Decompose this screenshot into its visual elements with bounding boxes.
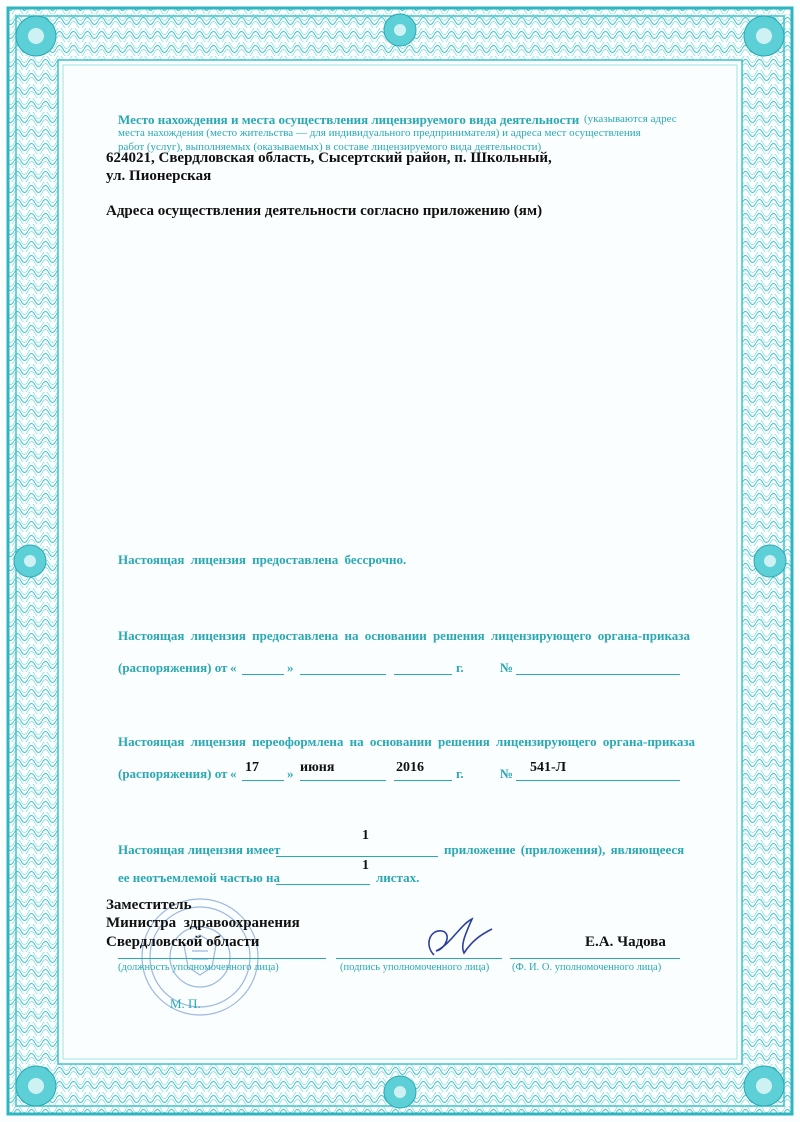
header-title: Место нахождения и места осуществления лицензируемого вида деятельности [118, 112, 580, 127]
address-line-2: ул. Пионерская [106, 168, 212, 184]
granted-number-sign: № [500, 660, 514, 675]
reissued-month-line [300, 780, 386, 781]
granted-day-line [242, 674, 284, 675]
appendix-count-line [276, 856, 438, 857]
header-note-3: работ (услуг), выполняемых (оказываемых) в составе лицензируемого вида деятельности) [118, 141, 542, 153]
reissued-prefix: (распоряжения) от [118, 766, 228, 781]
address-line-1: 624021, Свердловская область, Сысертский район, п. Школьный, [106, 150, 552, 166]
signatory-line-1: Заместитель [106, 897, 192, 913]
position-line [118, 958, 326, 959]
position-caption: (должность уполномоченного лица) [118, 962, 279, 973]
header-note-1: (указываются адрес [584, 113, 677, 125]
reissued-line-1: Настоящая лицензия переоформлена на основании решения лицензирующего органа-приказа [118, 734, 696, 749]
granted-year-line [394, 674, 452, 675]
granted-year-suffix: г. [456, 660, 464, 675]
header-note-2: места нахождения (место жительства — для индивидуального предпринимателя) и адреса мест осуществления [118, 127, 641, 139]
granted-prefix: (распоряжения) от [118, 660, 228, 675]
term-text: Настоящая лицензия предоставлена бессрочно. [118, 552, 407, 567]
reissued-year-line [394, 780, 452, 781]
reissued-number-sign: № [500, 766, 514, 781]
appendix-prefix: Настоящая лицензия имеет [118, 842, 281, 857]
appendix-sheets-line [276, 884, 370, 885]
appendix-sheets: 1 [362, 858, 369, 873]
appendix-sheets-suffix: листах. [376, 870, 420, 885]
address-line-3: Адреса осуществления деятельности согласно приложению (ям) [106, 203, 543, 219]
signature-line [336, 958, 502, 959]
granted-quote-close: » [287, 660, 294, 675]
fio-line [510, 958, 680, 959]
signatory-name: Е.А. Чадова [585, 934, 666, 950]
granted-month-line [300, 674, 386, 675]
reissued-month: июня [300, 760, 335, 775]
appendix-suffix: приложение (приложения), являющееся [444, 842, 685, 857]
mp-caption: М. П. [170, 996, 201, 1011]
reissued-quote-open: « [230, 766, 237, 781]
reissued-number: 541-Л [530, 760, 567, 775]
reissued-year-suffix: г. [456, 766, 464, 781]
reissued-quote-close: » [287, 766, 294, 781]
granted-quote-open: « [230, 660, 237, 675]
signatory-line-2: Министра здравоохранения [106, 915, 300, 931]
fio-caption: (Ф. И. О. уполномоченного лица) [512, 962, 662, 973]
reissued-year: 2016 [396, 760, 424, 775]
reissued-number-line [516, 780, 680, 781]
appendix-count: 1 [362, 828, 369, 843]
signature-caption: (подпись уполномоченного лица) [340, 962, 490, 973]
appendix-line2-prefix: ее неотъемлемой частью на [118, 870, 280, 885]
granted-number-line [516, 674, 680, 675]
granted-line-1: Настоящая лицензия предоставлена на основании решения лицензирующего органа-приказа [118, 628, 690, 643]
reissued-day: 17 [245, 760, 259, 775]
signatory-line-3: Свердловской области [106, 934, 260, 950]
reissued-day-line [242, 780, 284, 781]
